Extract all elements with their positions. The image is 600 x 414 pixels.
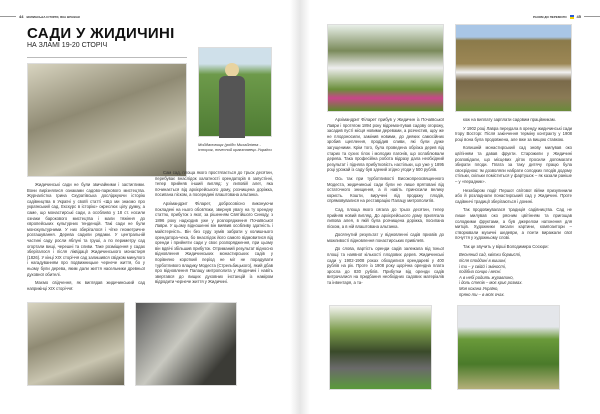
portrait-head <box>225 63 239 77</box>
right-column-2 <box>455 117 572 297</box>
paragraph: Архімандрит Філарет, добросовісно виконуючи покладені на нього обов'язки, звернув увагу на ту орендну статтю, прибуток з якої, за рішенням Святійшого Синоду, з 1896 року надходив уже у розпорядження Почаївської Лаври. У цьому відношенні він виявив особливу здатність і майстерність. Він без суду зумів забрати у колишнього орендатора-чеха, бо внаслідок його самого відмовитися від оренди і прийняти сади у своє розпорядження, при цьому він вдвічі збільшив прибуток. Отриманий результат відносно відновлення Жидичинських монастирських садів у порівняно короткий період не міг не порадувати турботливого владику Модеста (Стрельбицького), який дбав про відновлення Палацу митрополита у Жидичині і навіть звертався до вищих духовних інстанцій із наміром відродити чернече життя у Жидичині. <box>155 200 273 285</box>
article-title: САДИ У ЖИДИЧИНІ <box>27 25 175 42</box>
paragraph: Маємо свідчення, як виглядав жидичинський сад наприкінці XIX сторіччя: <box>27 280 145 291</box>
paragraph: Сад, площа якого сягала до трьох десятин, тепер прийняв новий вигляд. До архієрейського дому прилягала липова алея, в якій була розчищена доріжка, посипана піском, а в ній влаштована альтанка. <box>327 206 444 229</box>
portrait-photo <box>198 47 272 137</box>
header-line <box>0 16 16 17</box>
paragraph: Жидичинські сади не були звичайними і застиглими. Вони вирізнялися ознаками садово-паркового мистецтва. Журналістка Ірина Скуратівська досліджуючи історію садівництва в Україні у своїй статті «Що ми знаємо про український сад. Екскурс в історію» окреслює цілу думку, а саме, що монастирські сади, а особливо у 18 ст. носили ознаки барокового мистецтва і мали тяжіння до європейських культурних тенденцій. Такі сади не були монокультурними. У них зберігалося і чітке геометричне розташування. Дерева садили рядами. У центральній частині саду росли яблуні та груші, а по периметру сад огортали вищі, черешні та сливи. Таке розміщення у садах зберігалося і після ліквідації Жидичинського монастиря (1826). У кінці XIX сторіччя сад залишився свідком минулого і нагадуванням про подвижницьке чернече життя, бо у ньому були дерева, яким дали життя насельники древньої духовної обителі. <box>27 182 145 277</box>
paragraph: Так продовжувалася традиція садівництва. Сад не лише милував око рясним цвітінням та пригощав солодкими фруктами, а був джерелом натхнення для митців. Художники писали картини, композитори – створювали музичні шедеври, а поети виражали свої почуття у художньому слові. <box>455 207 572 241</box>
left-running-header <box>0 14 80 19</box>
paragraph: У 1902 році Лавра передала в оренду жидичинські сади їгору Восторг. Після закінчення терміну контракту у 1908 році вона була продовжена, але вже за вищою ставкою. <box>455 125 572 142</box>
young-orchard-photo <box>457 305 560 390</box>
portrait-figure <box>219 76 245 138</box>
poem-line: пряно ти – в моїх очах. <box>459 291 505 297</box>
paragraph: Ось так при турботливості Високопреосвященного Модеста, жидичинські сади були не лише врятовані від остаточного знищення, а й навіть приносили велику користь. Кошти, виручені від продажу плодів, спрямовувалися на реставрацію Палацу митрополитів. <box>327 175 444 204</box>
divider <box>27 57 187 58</box>
portrait-caption: Мойдановиця (роїдо Михайлівна - історик, почесний краєзнавець України <box>198 142 272 152</box>
page-number: 44 <box>19 14 24 19</box>
orchard-alley-photo <box>329 305 432 390</box>
section-title: РАЗОМ ДО ПЕРЕМОГИ <box>532 14 567 19</box>
section-title: ВОЛИНСЬКА ІСТОРІЯ, ЯКА ВРАЖАЄ <box>26 14 81 19</box>
poem-line: і ти – у свійй і зміності, <box>459 263 506 269</box>
poem-line: А в небі родить журавлино, <box>459 274 514 280</box>
right-column-1 <box>327 117 444 289</box>
poem-line: після плоддині в вишині, <box>459 258 507 264</box>
poem-line: Моя кохана Україно, <box>459 286 499 292</box>
paragraph: кож на виплату зарплати садовим працівникам. <box>463 117 556 122</box>
thatched-house-photo <box>327 24 444 112</box>
right-page <box>300 0 600 414</box>
poem-line: Весняний сад, квітки борвисті, <box>459 252 522 258</box>
paragraph: Досягнутий результат у відновленні садів призвів до можливості відновлення понастирських привілеїв. <box>327 232 444 243</box>
ukraine-flag-icon <box>570 15 574 19</box>
article-subtitle: НА ЗЛАМІ 19-20 СТОРІЧ <box>27 42 108 49</box>
paragraph: Незабаром події Першої світової війни призупинили або й розладнали понастирський сад у Жидичині. Проте садівничі традиції зберігаються і донині. <box>455 187 572 204</box>
paragraph: До слова, вартість оренди садів залежала від їхньої площі та наявної кількості плодових дерев. Жидичинські сади у 1902-1908 роках обходилися орендареві у 400 рублів на рік. Проте із 1908 року щорічна орендна плата зросла до 830 рублів. Прибутки від оренди садів витрачалися на придбання необхідних садових матеріалів та інвентаря, а та- <box>327 246 444 286</box>
paragraph: Колишній монастирський сад знову милував око цвітінням та давав фрукти. Старожили у Жидичині розповідали, що місцевих діток просили допомагати збирати плоди. Плата за таку дитячу працю була своєрідною: їм дозволяли набрати солодких плодів додому стільки, скільки поміститься у фартушок – як казали раніше – у «перадник». <box>455 145 572 184</box>
poem-line: і доль степів – моє криє розмах. <box>459 280 523 286</box>
left-column-2 <box>155 170 273 288</box>
left-column-1 <box>27 182 145 294</box>
paragraph: Сам сад, площа якого простягається до трьох десятин, перебуває внаслідок халатності орендаторів в запустінні, тепер прийняв інший вигляд: у липовій алеї, яка починається від архієрейського дому, розчищена доріжка, посипана піском, а посередині влаштована альтанка. <box>155 170 273 198</box>
page-number: 45 <box>576 14 581 19</box>
poem <box>455 252 572 297</box>
paragraph: Архімандрит Філарет прибув у Жидичин із Почаївської Лаври і протягом 1894 року відремонтував садову огорожу, засадив пусті місця новими деревами, а розчистив, щоу же не плодоносили, замінив новими, до деяких самосійних зробив щеплення, продідив сливи, які були дуже загущеними. Крім того, була проведена обрізка дерев від старих та сухих гілок і молодих пагонів, що ослаблювали дерева. Така професійна робота відразу дала необхідний результат і підняла прибутковість настільки, що уже у 1895 році урожай із саду був здений згідно угоди у 500 рублів. <box>327 117 444 173</box>
museum-house-photo <box>455 24 572 112</box>
historic-women-photo <box>135 302 237 386</box>
historic-garden-photo <box>27 63 187 177</box>
right-running-header <box>533 14 600 19</box>
historic-house-photo <box>27 302 125 386</box>
poem-line: подібна сонцю і весні. <box>459 269 502 275</box>
header-line <box>584 16 600 17</box>
paragraph: Так це звучить у вірші Володимира Сосюри: <box>463 243 549 249</box>
